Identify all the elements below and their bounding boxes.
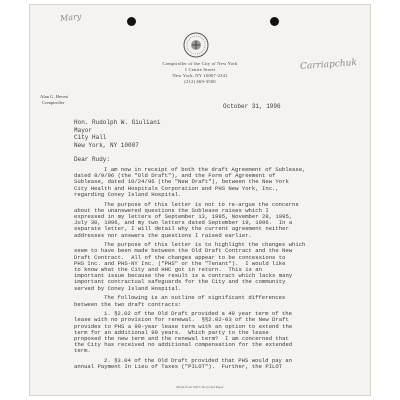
body-line: provides to PHS a 99-year lease term with an option to extend the: [74, 322, 293, 330]
body-line: PHS Inc. and PHS-NY Inc. ("PHS" or the "Tenant"). I would like: [74, 259, 286, 267]
body-line: seem to have been made between the Old Draft Contract and the New: [74, 247, 293, 255]
body-line: the City has received no additional compensation for the extended: [74, 341, 293, 349]
body-line: The purpose of this letter is to highlight the changes which: [104, 241, 306, 249]
body-line: between the two draft contracts:: [74, 300, 182, 308]
body-line: dated 8/9/96 (the "Old Draft"), and the Form of Agreement of: [74, 172, 276, 180]
salutation: Dear Rudy:: [74, 156, 111, 163]
body-line: proposed the new term and the renewal term? I am concerned that: [74, 335, 289, 342]
body-line: I am now in receipt of both the draft Agreement of Sublease,: [104, 166, 306, 173]
letterhead-city: New York, NY 10007-2341: [172, 73, 228, 78]
letterhead-street: 1 Centre Street: [184, 67, 216, 72]
recipient-line: Hon. Rudolph W. Giuliani: [74, 119, 161, 126]
letter-date: October 31, 1996: [223, 103, 281, 110]
body-line: separate letter, I will detail why the current agreement neither: [74, 225, 289, 233]
body-line: regarding Coney Island Hospital.: [74, 190, 182, 198]
letter-page: [30, 5, 370, 395]
sender-title: Comptroller: [42, 100, 65, 105]
body-line: term for an additional 99 years. Which party to the lease: [74, 328, 269, 336]
body-line: Sublease, dated 10/24/96 (the "New Draft"), between the New York: [74, 178, 289, 186]
body-line: term.: [74, 347, 91, 355]
body-line: Draft Contract. All of the changes appear to be concessions to: [74, 253, 286, 261]
body-line: 2. §3.04 of the Old Draft provided that PHS would pay an: [104, 357, 292, 365]
body-line: addresses nor answers the questions I raised earlier.: [74, 231, 252, 239]
punch-hole-right: [270, 17, 279, 26]
letterhead-phone: (212) 669-3500: [184, 79, 216, 84]
body-line: about the unanswered questions the Sublease raises which I: [74, 206, 269, 214]
body-line: July 30, 1996, and my two letters dated September 19, 1996. In a: [74, 219, 293, 227]
sender-name: Alan G. Hevesi: [40, 94, 69, 99]
letterhead-office: Comptroller of the City of New York: [162, 61, 238, 66]
body-line: The following is an outline of significant differences: [104, 294, 286, 302]
body-line: important issue because the result is a contract which lacks many: [74, 272, 293, 280]
body-line: 1. §2.02 of the Old Draft provided a 49 year term of the: [104, 310, 292, 318]
body-line: The purpose of this letter is not to re-argue the concerns: [104, 200, 299, 208]
handwritten-note-right: Carriapchuk: [299, 58, 358, 72]
recipient-line: New York, NY 10007: [74, 141, 139, 149]
body-line: annual Payment In Lieu of Taxes ("PILOT"). Further, the PILOT: [74, 363, 283, 371]
body-line: served by Coney Island Hospital.: [74, 284, 182, 292]
body-line: important contractual safeguards for the City and the community: [74, 278, 286, 286]
body-line: City Health and Hospitals Corporation and PHS New York, Inc.,: [74, 184, 279, 192]
body-line: lease with no provision for renewal. §§2.02-03 of the New Draft: [74, 316, 289, 324]
recycled-paper-footer: Made from 100% Recycled Paper: [176, 385, 224, 389]
handwritten-note-left: Mary: [59, 11, 82, 24]
body-line: to know what the City and HHC got in return. This is an: [74, 266, 262, 273]
recipient-line: Mayor: [74, 126, 93, 134]
punch-hole-left: [127, 17, 136, 26]
recipient-line: City Hall: [74, 134, 107, 141]
city-seal-icon: [183, 32, 209, 58]
body-line: expressed in my letters of September 13, 1995, November 28, 1995,: [74, 212, 293, 220]
